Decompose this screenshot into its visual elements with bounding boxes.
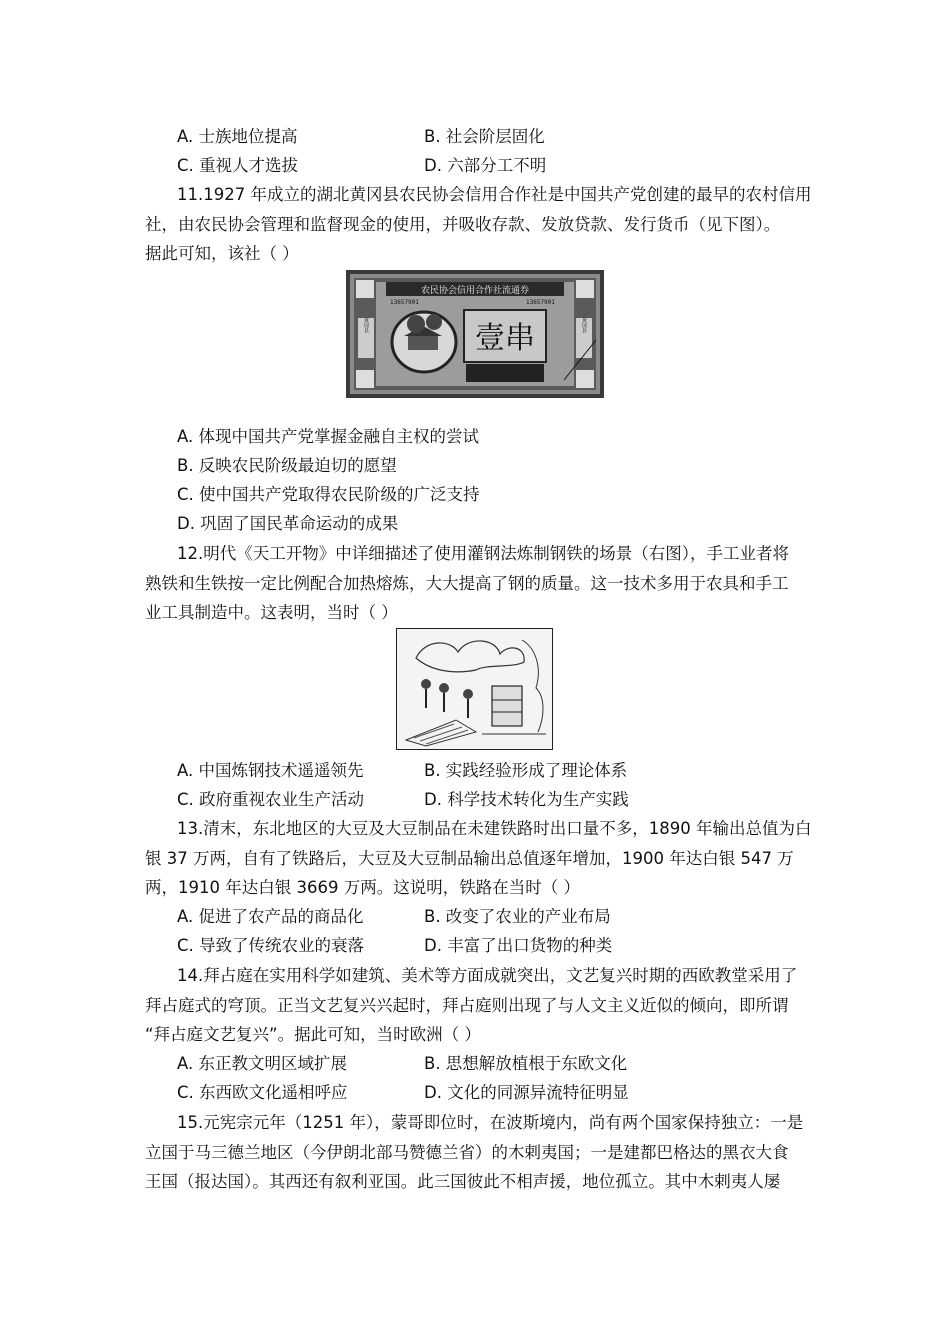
q12-option-d: D. 科学技术转化为生产实践	[424, 790, 629, 809]
q14-option-a: A. 东正教文明区域扩展	[177, 1054, 347, 1073]
q12-stem-line-2: 熟铁和生铁按一定比例配合加热熔炼，大大提高了钢的质量。这一技术多用于农具和手工	[145, 574, 789, 593]
q13-stem-line-2: 银 37 万两，自有了铁路后，大豆及大豆制品输出总值逐年增加，1900 年达白银 547 万	[145, 849, 794, 868]
q14-option-d: D. 文化的同源异流特征明显	[424, 1083, 629, 1102]
q11-stem-line-1: 11.1927 年成立的湖北黄冈县农民协会信用合作社是中国共产党创建的最早的农村信用	[177, 185, 812, 204]
q10-option-d: D. 六部分工不明	[424, 156, 547, 175]
q12-option-a: A. 中国炼钢技术遥遥领先	[177, 761, 364, 780]
q15-stem-line-2: 立国于马三德兰地区（今伊朗北部马赞德兰省）的木剌夷国；一是建都巴格达的黑衣大食	[145, 1143, 789, 1162]
banknote-banner: 农民协会信用合作社流通券	[420, 286, 530, 296]
q15-stem-line-1: 15.元宪宗元年（1251 年），蒙哥即位时，在波斯境内，尚有两个国家保持独立：一是	[177, 1113, 804, 1132]
q14-stem-line-3: “拜占庭文艺复兴”。据此可知，当时欧洲（ ）	[145, 1025, 481, 1044]
q14-option-c: C. 东西欧文化遥相呼应	[177, 1083, 348, 1102]
q13-option-c: C. 导致了传统农业的衰落	[177, 936, 365, 955]
q11-stem-line-3: 据此可知，该社（ ）	[145, 244, 299, 263]
banknote-county-left: 黄冈县	[363, 317, 369, 333]
q11-stem-line-2: 社，由农民协会管理和监督现金的使用，并吸收存款、发放贷款、发行货币（见下图）。	[145, 215, 781, 234]
q14-stem-line-1: 14.拜占庭在实用科学如建筑、美术等方面成就突出，文艺复兴时期的西欧教堂采用了	[177, 966, 798, 985]
q13-option-b: B. 改变了农业的产业布局	[424, 907, 611, 926]
q11-option-c: C. 使中国共产党取得农民阶级的广泛支持	[177, 485, 480, 504]
q12-stem-line-1: 12.明代《天工开物》中详细描述了使用灌钢法炼制钢铁的场景（右图），手工业者将	[177, 544, 789, 563]
q10-option-b: B. 社会阶层固化	[424, 127, 545, 146]
q12-option-b: B. 实践经验形成了理论体系	[424, 761, 628, 780]
q11-option-b: B. 反映农民阶级最迫切的愿望	[177, 456, 397, 475]
q13-stem-line-3: 两，1910 年达白银 3669 万两。这说明，铁路在当时（ ）	[145, 878, 580, 897]
q12-option-c: C. 政府重视农业生产活动	[177, 790, 365, 809]
q14-stem-line-2: 拜占庭式的穹顶。正当文艺复兴兴起时，拜占庭则出现了与人文主义近似的倾向，即所谓	[145, 996, 789, 1015]
banknote-serial-right: 13657901	[526, 299, 555, 306]
q10-option-c: C. 重视人才选拔	[177, 156, 299, 175]
q15-stem-line-3: 王国（报达国）。其西还有叙利亚国。此三国彼此不相声援，地位孤立。其中木剌夷人屡	[145, 1172, 781, 1191]
q13-option-a: A. 促进了农产品的商品化	[177, 907, 364, 926]
q11-option-a: A. 体现中国共产党掌握金融自主权的尝试	[177, 427, 479, 446]
q10-option-a: A. 士族地位提高	[177, 127, 298, 146]
q13-stem-line-1: 13.清末，东北地区的大豆及大豆制品在未建铁路时出口量不多，1890 年输出总值为白	[177, 819, 812, 838]
q12-stem-line-3: 业工具制造中。这表明，当时（ ）	[145, 603, 398, 622]
banknote-denomination: 壹串	[475, 321, 535, 356]
steelmaking-woodcut-image	[396, 628, 553, 750]
q11-option-d: D. 巩固了国民革命运动的成果	[177, 514, 399, 533]
q14-option-b: B. 思想解放植根于东欧文化	[424, 1054, 628, 1073]
banknote-serial-left: 13657901	[390, 299, 419, 306]
banknote-image	[346, 270, 604, 398]
q13-option-d: D. 丰富了出口货物的种类	[424, 936, 613, 955]
banknote-county-right: 黄冈县	[581, 317, 587, 333]
